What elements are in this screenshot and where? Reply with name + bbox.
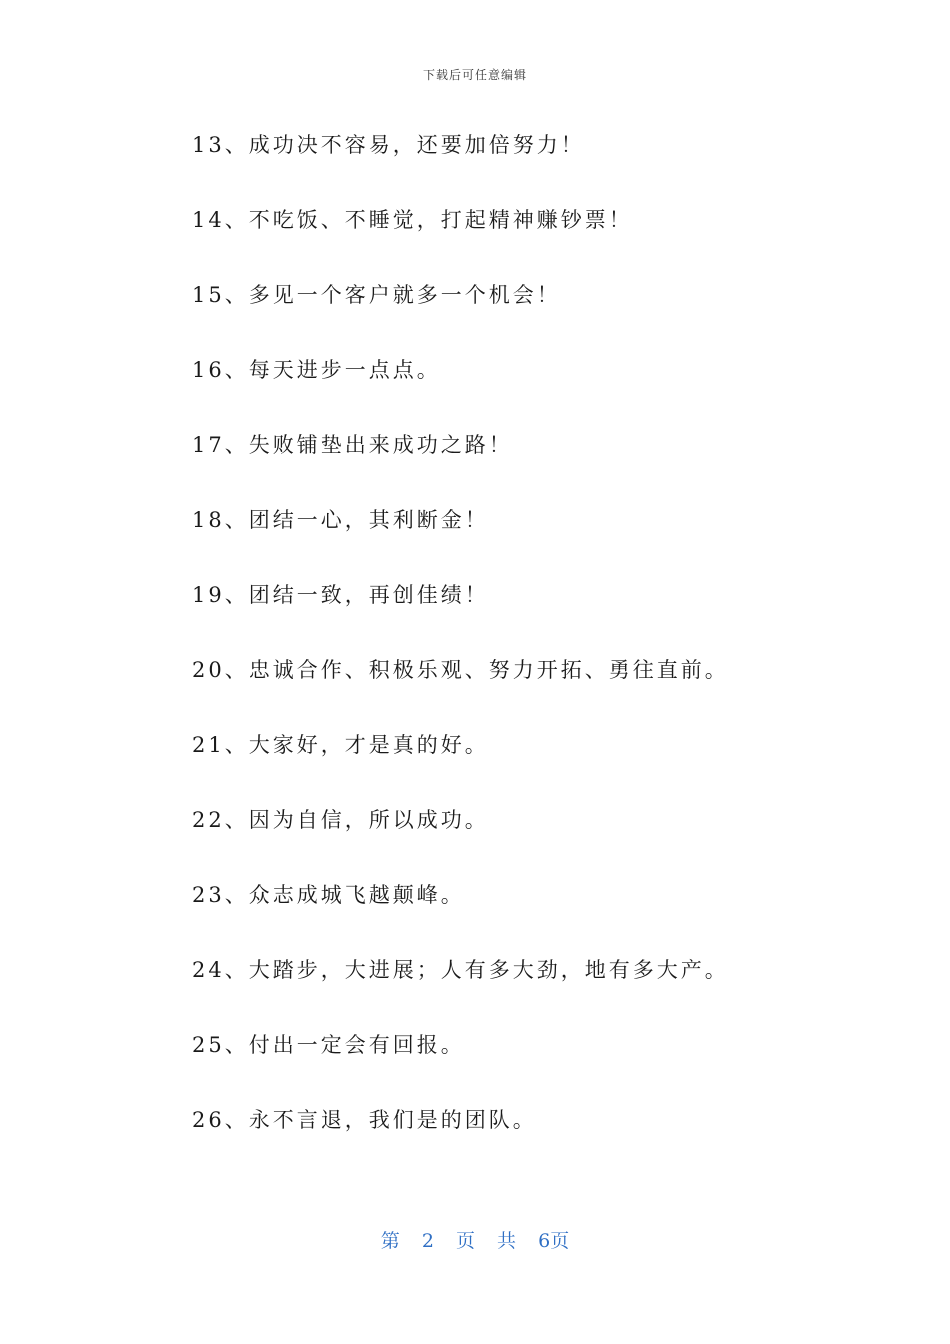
list-item: 18、团结一心，其利断金！ [192, 508, 489, 532]
footer-prefix: 第 [380, 1230, 400, 1252]
header-note: 下载后可任意编辑 [422, 68, 527, 82]
list-item: 14、不吃饭、不睡觉，打起精神赚钞票！ [192, 208, 633, 232]
footer-page-word: 页 [455, 1230, 475, 1252]
list-item: 13、成功决不容易，还要加倍努力！ [192, 133, 585, 157]
page-footer [0, 1226, 950, 1253]
list-item: 17、失败铺垫出来成功之路！ [192, 433, 513, 457]
list-item: 20、忠诚合作、积极乐观、努力开拓、勇往直前。 [192, 658, 729, 682]
list-item: 26、永不言退，我们是的团队。 [192, 1108, 537, 1132]
list-item: 25、付出一定会有回报。 [192, 1033, 465, 1057]
list-item: 23、众志成城飞越颠峰。 [192, 883, 465, 907]
list-item: 16、每天进步一点点。 [192, 358, 441, 382]
list-item: 15、多见一个客户就多一个机会！ [192, 283, 561, 307]
list-item: 22、因为自信，所以成功。 [192, 808, 489, 832]
footer-current-page: 2 [421, 1230, 434, 1252]
list-item: 21、大家好，才是真的好。 [192, 733, 489, 757]
footer-total-pages: 6页 [538, 1230, 570, 1252]
list-item: 24、大踏步，大进展；人有多大劲，地有多大产。 [192, 958, 729, 982]
document-body [192, 126, 729, 1176]
list-item: 19、团结一致，再创佳绩！ [192, 583, 489, 607]
footer-total-word: 共 [497, 1230, 517, 1252]
